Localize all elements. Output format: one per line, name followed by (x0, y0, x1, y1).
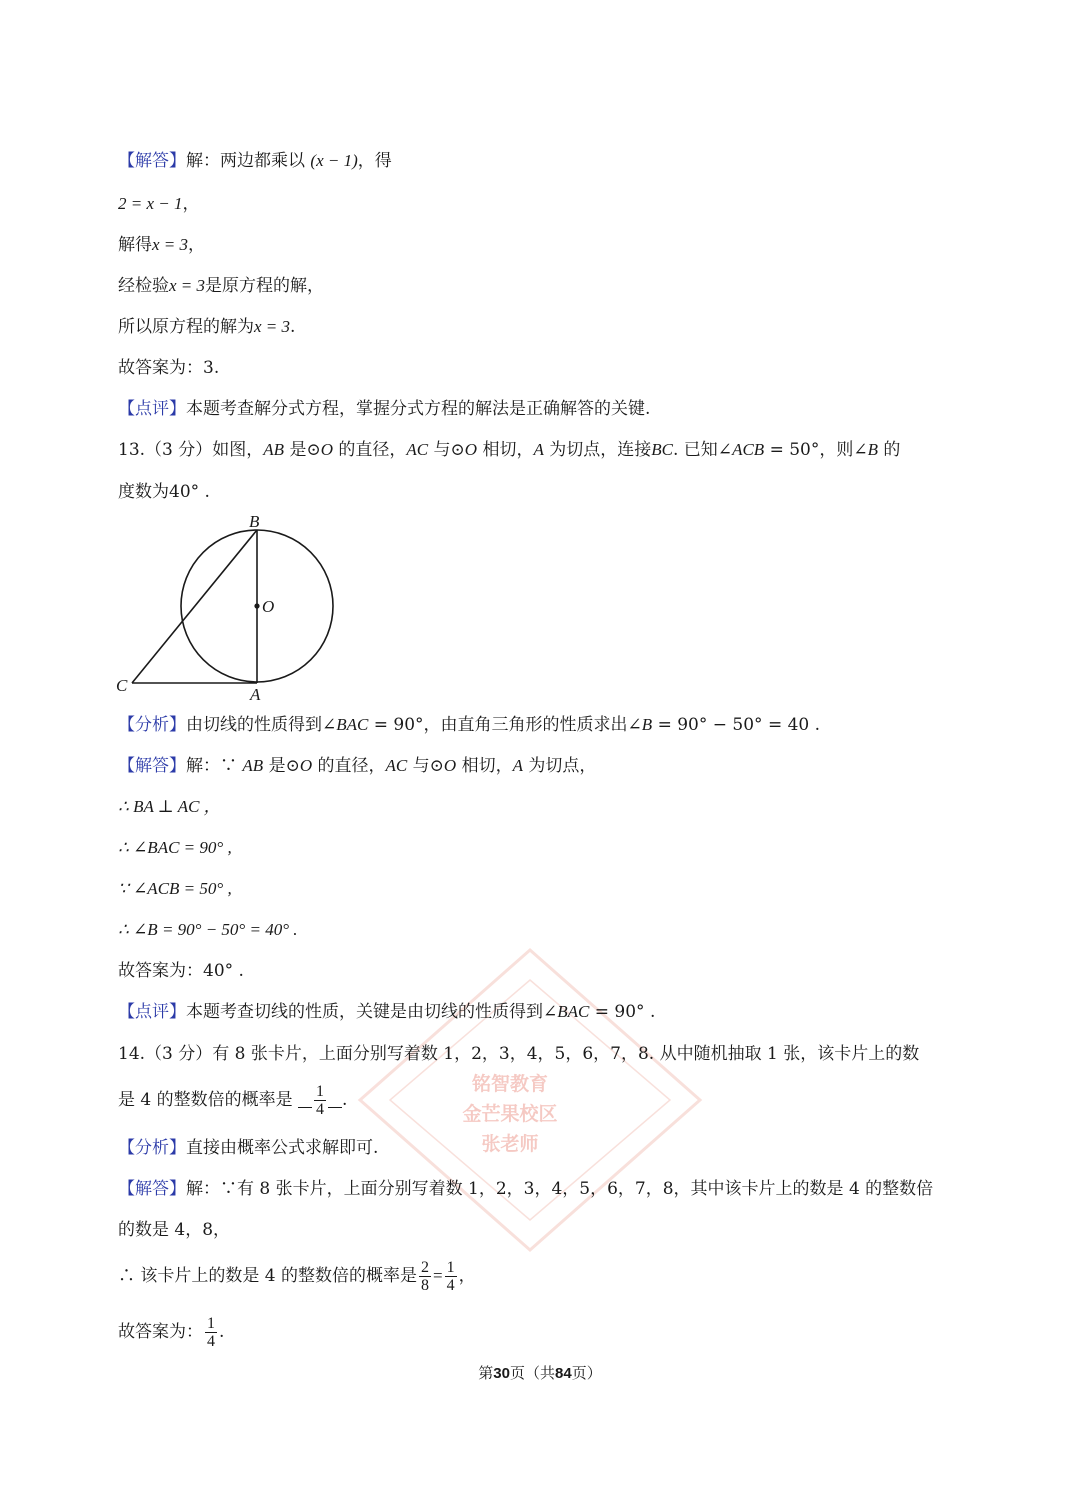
label-c: C (116, 676, 128, 695)
tag-analysis: 【分析】 (118, 715, 186, 735)
solution-line-1: 【解答】解：两边都乘以 (x − 1)，得 (118, 151, 392, 171)
solution-line-6: 故答案为：3. (118, 358, 220, 378)
watermark (340, 940, 720, 1260)
label-a: A (250, 685, 261, 704)
analysis-14: 【分析】直接由概率公式求解即可. (118, 1138, 379, 1158)
question-13-line-1: 13.（3 分）如图，AB 是⊙O 的直径，AC 与⊙O 相切，A 为切点，连接BC. 已知∠ACB = 50°，则∠B 的 (118, 440, 901, 460)
tag-comment: 【点评】 (118, 399, 186, 419)
question-14-line-1: 14.（3 分）有 8 张卡片，上面分别写着数 1，2，3，4，5，6，7，8. 从中随机抽取 1 张，该卡片上的数 (118, 1044, 920, 1064)
answer-blank-right (328, 1107, 342, 1108)
step-4: ∴ ∠B = 90° − 50° = 40° . (118, 920, 298, 939)
question-13-line-2: 度数为40° . (118, 482, 210, 502)
answer-14-line-3: ∴ 该卡片上的数是 4 的整数倍的概率是 $\frac{2}{8}$ = $\frac{1}{4}$ ， (118, 1259, 476, 1294)
question-14-line-2: 是 4 的整数倍的概率是 $\frac{1}{4}$ . (118, 1083, 348, 1118)
answer-blank-left (298, 1107, 312, 1108)
total-pages: 84 (555, 1365, 572, 1382)
segment-bc (132, 530, 257, 683)
label-b: B (249, 512, 260, 531)
solution-line-3: 解得x = 3， (118, 235, 206, 255)
step-2: ∴ ∠BAC = 90° , (118, 838, 232, 857)
fraction-one-quarter-3: $\frac{1}{4}$ (207, 1315, 215, 1350)
comment-13: 【点评】本题考查切线的性质，关键是由切线的性质得到∠BAC = 90° . (118, 1002, 656, 1022)
page-number: 30 (493, 1365, 510, 1382)
comment-line: 【点评】本题考查解分式方程，掌握分式方程的解法是正确解答的关键. (118, 399, 651, 419)
tag-answer: 【解答】 (118, 151, 186, 171)
tag-comment-13: 【点评】 (118, 1002, 186, 1022)
step-3: ∵ ∠ACB = 50° , (118, 879, 232, 898)
step-5: 故答案为：40° . (118, 961, 244, 981)
step-1: ∴ BA ⊥ AC ， (118, 797, 221, 816)
tag-analysis-14: 【分析】 (118, 1138, 186, 1158)
answer-14-line-4: 故答案为： $\frac{1}{4}$ . (118, 1315, 225, 1350)
answer-13-line-1: 【解答】解：∵ AB 是⊙O 的直径，AC 与⊙O 相切，A 为切点， (118, 756, 597, 776)
center-point (254, 603, 259, 608)
fraction-one-quarter: $\frac{1}{4}$ (316, 1083, 325, 1118)
circle-tangent-diagram (110, 510, 350, 705)
page-footer: 第30页（共84页） (478, 1364, 602, 1382)
tag-answer-13: 【解答】 (118, 756, 186, 776)
answer-14-line-2: 的数是 4，8， (118, 1220, 231, 1240)
analysis-13: 【分析】由切线的性质得到∠BAC = 90°，由直角三角形的性质求出∠B = 90° − 50° = 40 . (118, 715, 821, 735)
solution-line-4: 经检验x = 3是原方程的解， (118, 276, 325, 296)
fraction-one-quarter-2: $\frac{1}{4}$ (446, 1259, 455, 1294)
watermark-line1: 铭智教育 (471, 1073, 549, 1095)
solution-line-5: 所以原方程的解为x = 3. (118, 317, 296, 337)
watermark-line3: 张老师 (481, 1133, 539, 1155)
answer-14-line-1: 【解答】解：∵有 8 张卡片，上面分别写着数 1，2，3，4，5，6，7，8，其中该卡片上的数是 4 的整数倍 (118, 1179, 934, 1199)
fraction-two-eighths: $\frac{2}{8}$ (421, 1259, 430, 1294)
solution-line-2: 2 = x − 1， (118, 194, 200, 214)
tag-answer-14: 【解答】 (118, 1179, 186, 1199)
watermark-line2: 金芒果校区 (462, 1103, 558, 1125)
label-o: O (262, 597, 275, 616)
